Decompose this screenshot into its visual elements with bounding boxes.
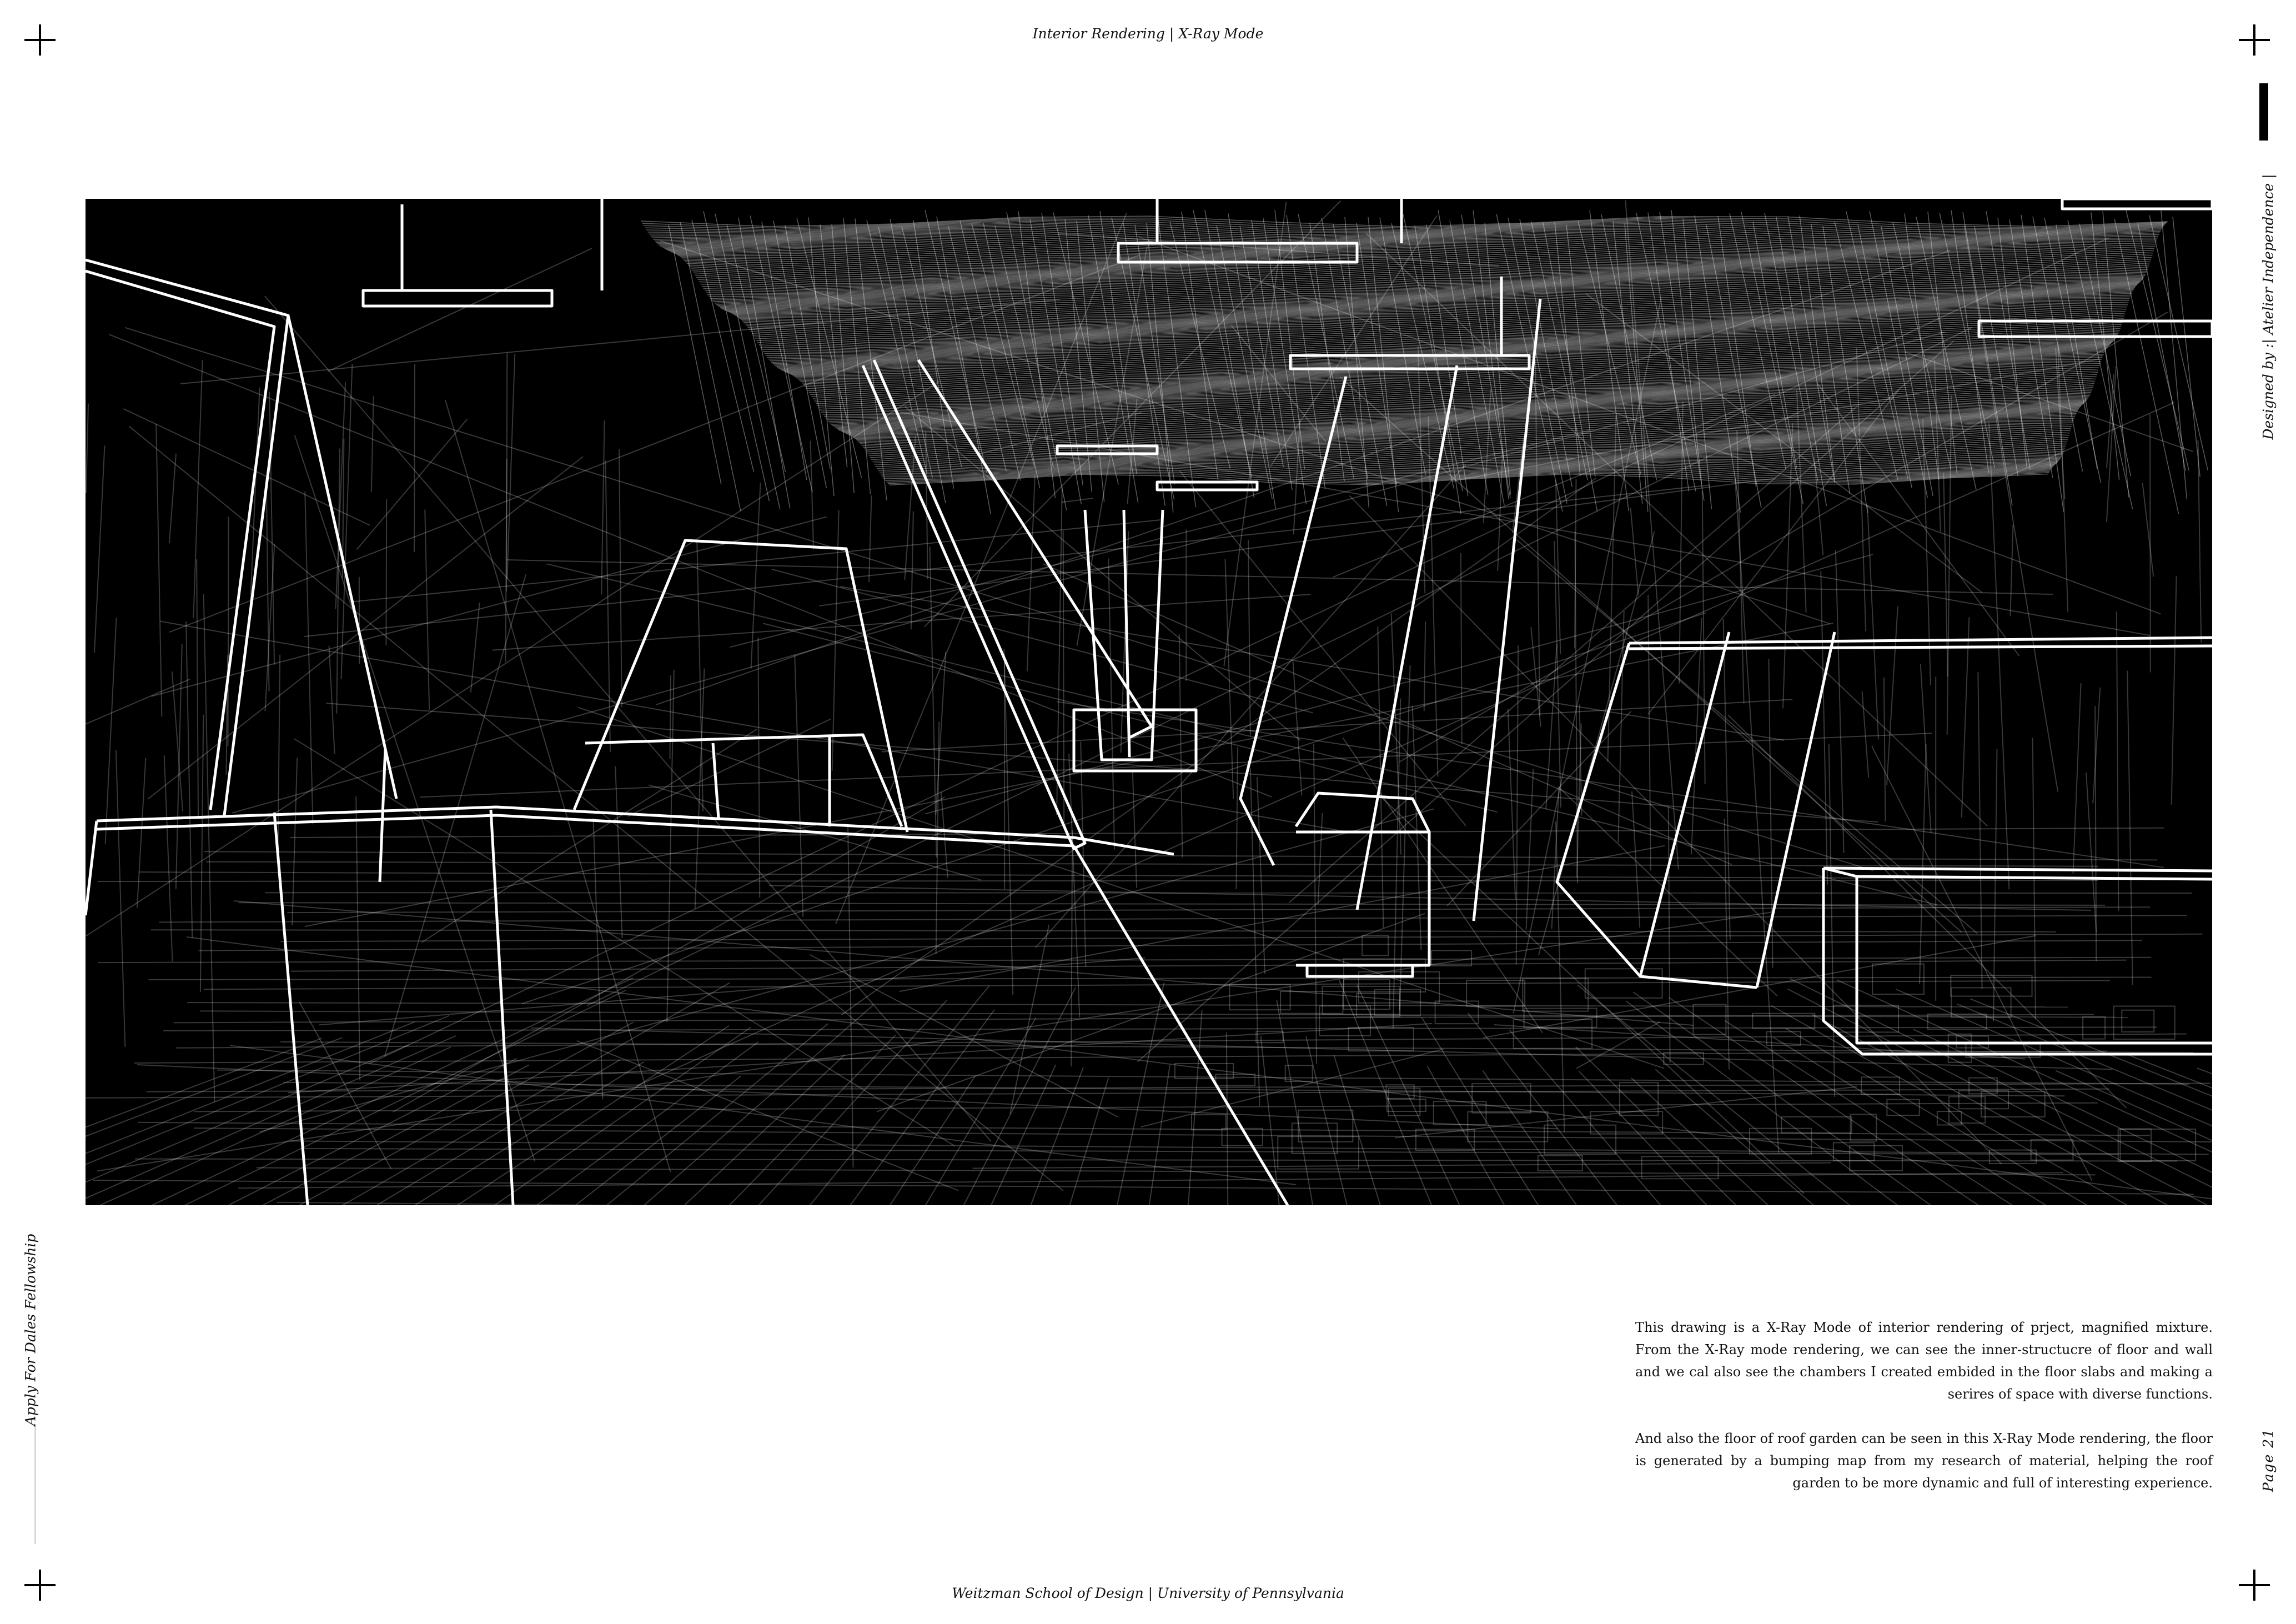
fellowship-label: Apply For Dales Fellowship (22, 1234, 39, 1426)
description-paragraph-1: This drawing is a X-Ray Mode of interior rendering of prject, magnified mixture. From the X-Ray mode rendering, we can see the inner-structucre of floor and wall and we cal also see the chambers I created embided in the floor slabs and making a serires of space with diverse functions. (1635, 1320, 2213, 1402)
xray-wireframe-drawing (86, 199, 2212, 1205)
designer-credit: Designed by :| Atelier Independence | (2260, 174, 2277, 440)
page-indicator-bar (2259, 83, 2268, 141)
page-number: Page 21 (2260, 1427, 2277, 1492)
description-text (1635, 1316, 2213, 1516)
school-credit: Weitzman School of Design | University of Pennsylvania (952, 1585, 1344, 1601)
description-paragraph-2: And also the floor of roof garden can be seen in this X-Ray Mode rendering, the floor is generated by a bumping map from my research of material, helping the roof garden to be more dynamic and full of interesting experience. (1635, 1431, 2213, 1491)
page-title: Interior Rendering | X-Ray Mode (1032, 26, 1264, 42)
xray-interior-rendering (86, 199, 2212, 1205)
fellowship-rule (34, 1427, 36, 1544)
